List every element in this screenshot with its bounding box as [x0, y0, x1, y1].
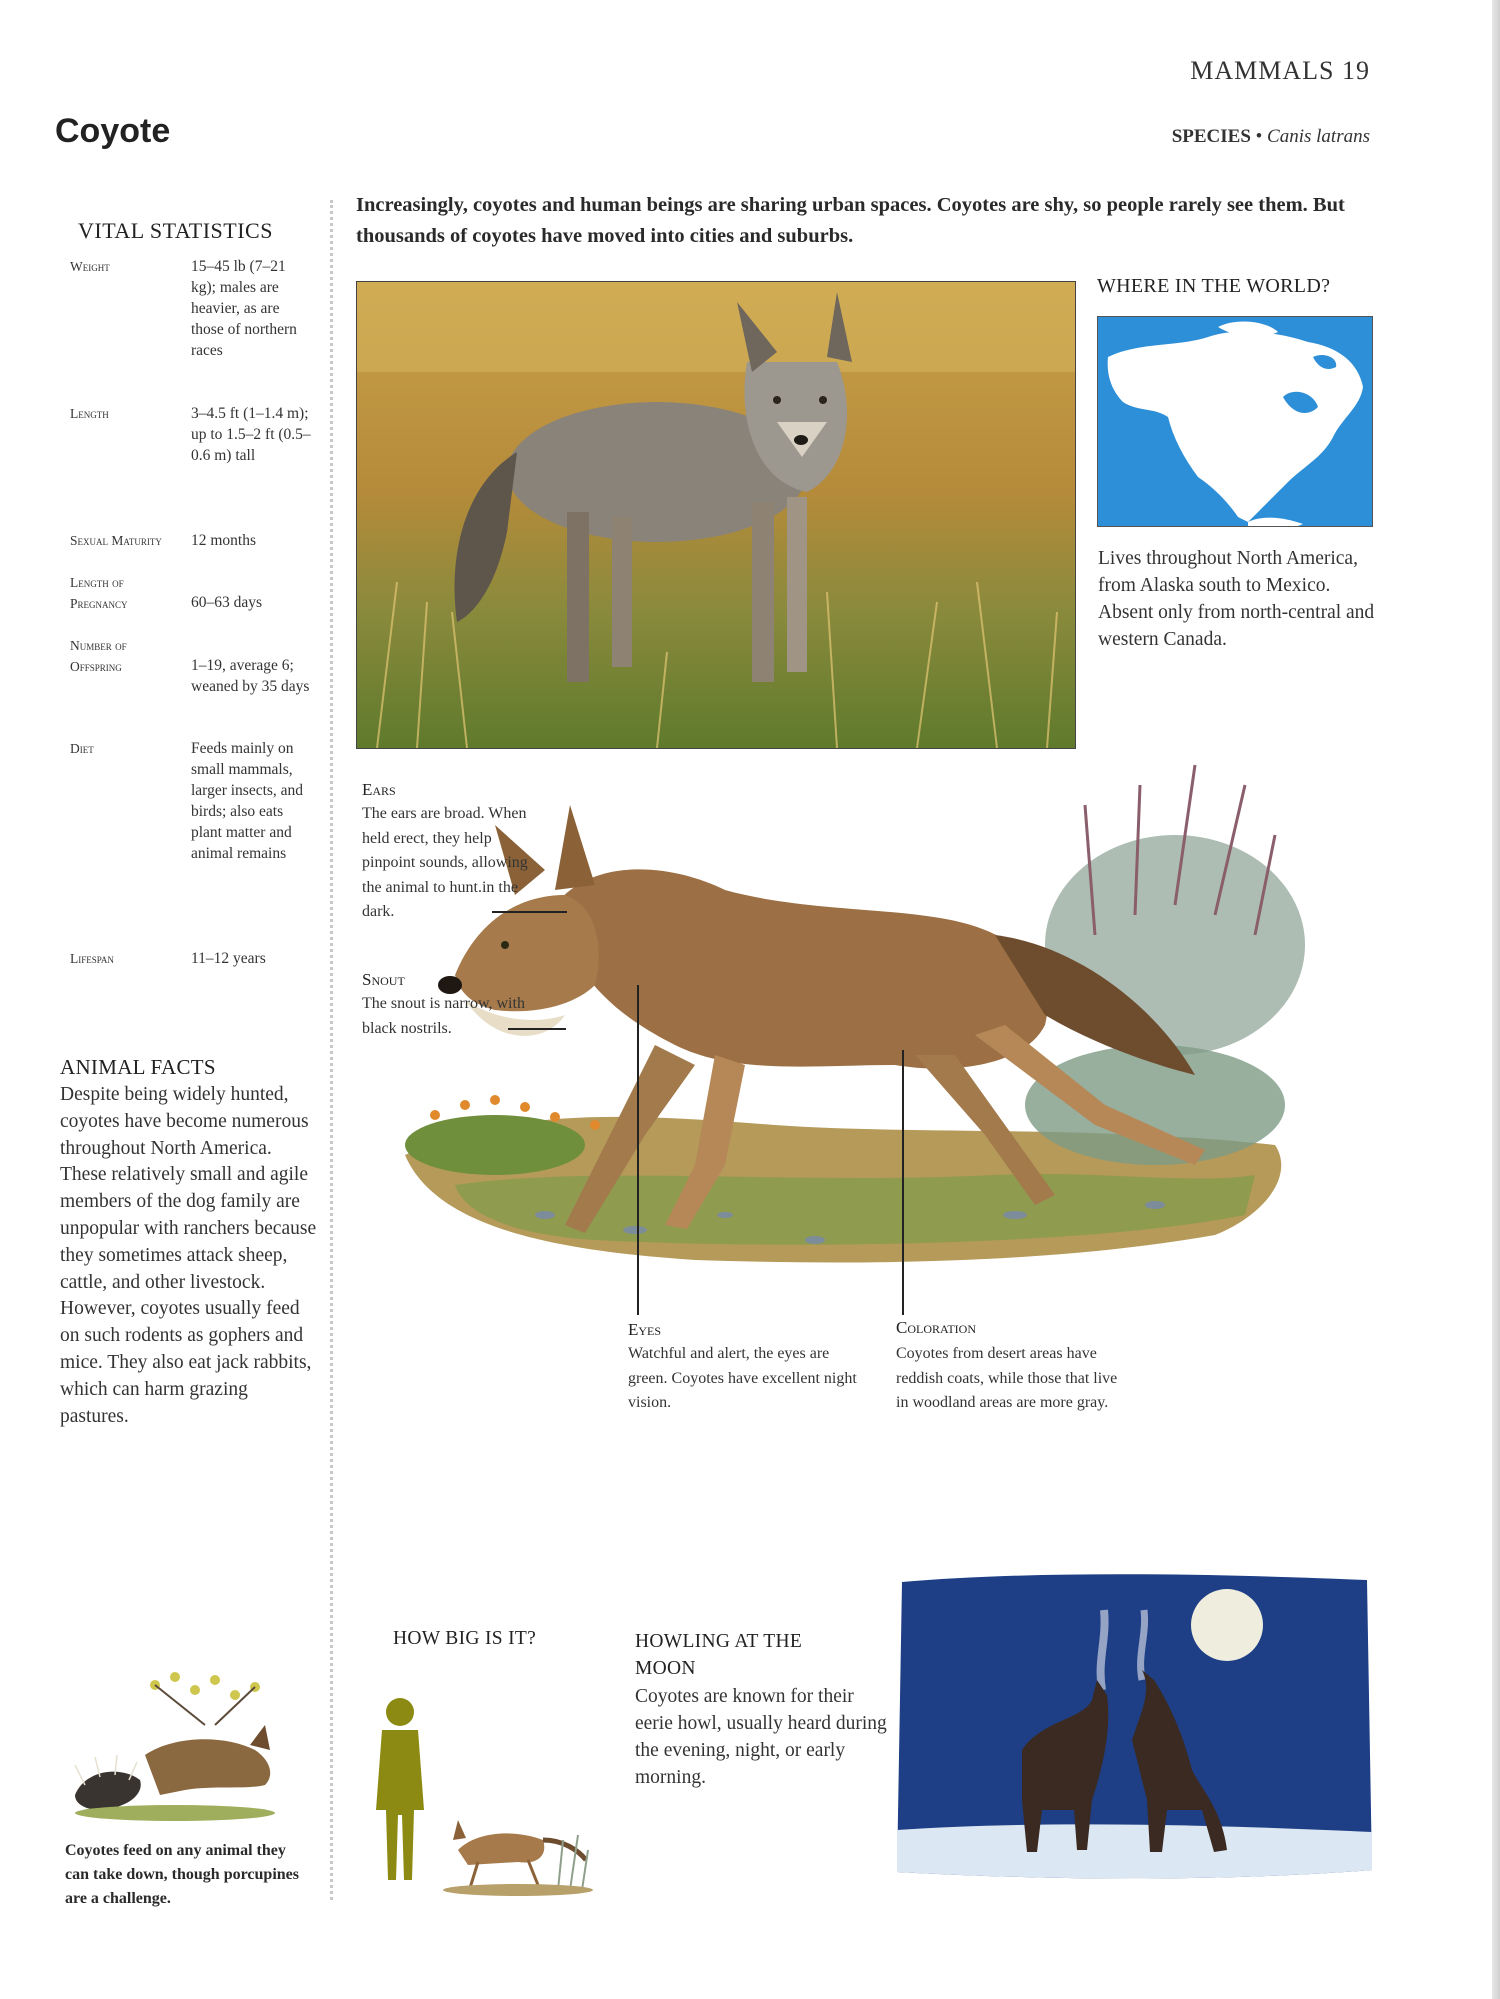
coyote-photo [356, 281, 1076, 749]
where-in-world-title: WHERE IN THE WORLD? [1097, 275, 1331, 297]
vs-value-pregnancy: 60–63 days [191, 594, 263, 611]
porcupine-illustration-art [65, 1665, 290, 1825]
vs-value-diet: Feeds mainly on small mammals, larger insects, and birds; also eats plant matter and animal remains [191, 740, 304, 862]
vs-value-weight: 15–45 lb (7–21 kg); males are heavier, as are those of northern races [191, 258, 297, 359]
running-header: MAMMALS 19 [1190, 56, 1370, 85]
howling-title: HOWLING AT THE MOON [635, 1631, 803, 1679]
vs-label-offspring: Number of Offspring [70, 638, 127, 674]
column-divider [330, 200, 333, 1900]
vs-label-weight: Weight [70, 259, 110, 274]
annotation-ears-text: The ears are broad. When held erect, they help pinpoint sounds, allowing the animal to hunt.in the dark. [362, 805, 528, 920]
north-america-map [1098, 317, 1372, 526]
annotation-coloration-text: Coyotes from desert areas have reddish coats, while those that live in woodland areas are more gray. [896, 1345, 1118, 1411]
annotation-coloration-title: Coloration [896, 1318, 976, 1337]
eyes-leader-line [637, 985, 639, 1315]
species-label: SPECIES [1171, 126, 1251, 147]
moon [1191, 1589, 1263, 1661]
howling-illustration-art [892, 1570, 1377, 1885]
small-coyote [453, 1820, 586, 1888]
ears-leader-line [492, 911, 567, 913]
annotation-eyes-text: Watchful and alert, the eyes are green. Coyotes have excellent night vision. [628, 1345, 857, 1411]
vs-label-pregnancy: Length of Pregnancy [70, 575, 128, 611]
animal-facts-title: ANIMAL FACTS [60, 1055, 216, 1079]
howling-illustration [892, 1570, 1377, 1885]
size-comparison [358, 1690, 598, 1900]
annotation-eyes-title: Eyes [628, 1320, 662, 1339]
species-line [1172, 126, 1370, 148]
intro-paragraph: Increasingly, coyotes and human beings are sharing urban spaces. Coyotes are shy, so people rarely see them. But thousands of coyotes have moved into cities and suburbs. [356, 194, 1345, 247]
annotation-ears-title: Ears [362, 780, 396, 799]
vs-label-sexual-maturity: Sexual Maturity [70, 533, 162, 548]
snout-leader-line [508, 1028, 566, 1030]
animal-facts-text: Despite being widely hunted, coyotes have become numerous throughout North America. These relatively small and agile members of the dog family are unpopular with ranchers because they sometimes attack sheep, cattle, and other livestock. However, coyotes usually feed on such rodents as gophers and mice. They also eat jack rabbits, which can harm grazing pastures. [60, 1084, 317, 1427]
vs-value-length: 3–4.5 ft (1–1.4 m); up to 1.5–2 ft (0.5–0.6 m) tall [191, 405, 311, 464]
range-map [1097, 316, 1373, 527]
species-separator: • [1250, 126, 1268, 147]
how-big-title: HOW BIG IS IT? [393, 1628, 537, 1649]
page-edge [1492, 0, 1500, 1999]
coloration-leader-line [902, 1050, 904, 1315]
vs-value-offspring: 1–19, average 6; weaned by 35 days [191, 657, 310, 695]
scientific-name: Canis latrans [1267, 126, 1370, 147]
vs-value-sexual-maturity: 12 months [191, 532, 257, 549]
vital-statistics-title: VITAL STATISTICS [78, 218, 273, 243]
annotation-snout-text: The snout is narrow, with black nostrils. [362, 995, 525, 1037]
annotation-snout-title: Snout [362, 970, 405, 989]
page-title: Coyote [55, 112, 171, 150]
vs-label-diet: Diet [70, 741, 94, 756]
vs-label-length: Length [70, 406, 109, 421]
porcupine-caption: Coyotes feed on any animal they can take down, though porcupines are a challenge. [65, 1842, 299, 1907]
vs-value-lifespan: 11–12 years [191, 950, 266, 967]
howling-text: Coyotes are known for their eerie howl, usually heard during the evening, night, or early morning. [635, 1686, 887, 1788]
size-comparison-art [358, 1690, 598, 1900]
porcupine-illustration [65, 1665, 290, 1825]
human-silhouette [376, 1698, 424, 1880]
coyote-photo-art [357, 282, 1075, 748]
vs-label-lifespan: Lifespan [70, 951, 114, 966]
where-in-world-text: Lives throughout North America, from Alaska south to Mexico. Absent only from north-central and western Canada. [1098, 548, 1375, 650]
